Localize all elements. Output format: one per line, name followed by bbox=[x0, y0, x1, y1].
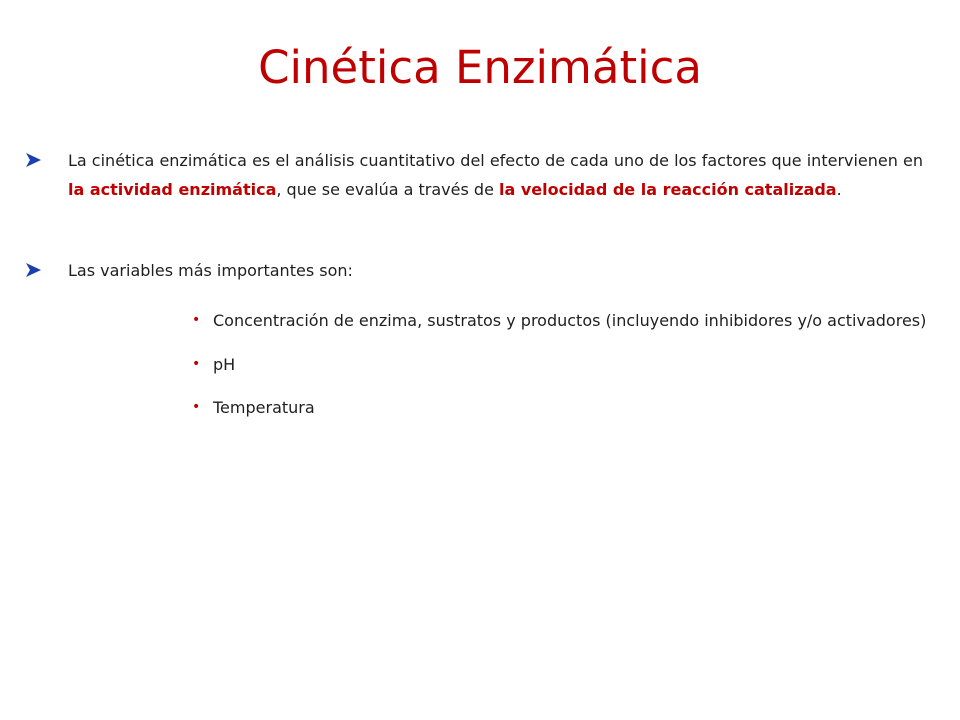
dot-bullet-icon: • bbox=[192, 399, 201, 415]
arrowhead-bullet-icon bbox=[25, 261, 43, 279]
highlight-enzymatic-activity: la actividad enzimática bbox=[68, 180, 277, 199]
list-item-text: Concentración de enzima, sustratos y productos (incluyendo inhibidores y/o activadores) bbox=[213, 311, 927, 330]
dot-bullet-icon: • bbox=[192, 312, 201, 328]
bullet-paragraph-variables: Las variables más importantes son: bbox=[68, 261, 353, 280]
list-item bbox=[188, 393, 930, 422]
list-item-text: pH bbox=[213, 355, 236, 374]
list-item bbox=[188, 350, 930, 379]
bullet-paragraph-definition bbox=[68, 146, 930, 204]
definition-text-part3: . bbox=[836, 180, 842, 199]
list-item bbox=[188, 306, 930, 335]
variables-list bbox=[188, 306, 930, 422]
slide-title: Cinética Enzimática bbox=[258, 41, 702, 94]
list-item-text: Temperatura bbox=[213, 398, 315, 417]
arrowhead-bullet-icon bbox=[25, 151, 43, 169]
dot-bullet-icon: • bbox=[192, 356, 201, 372]
definition-text-part1: La cinética enzimática es el análisis cuantitativo del efecto de cada uno de los factores que intervienen en bbox=[68, 151, 923, 170]
definition-text-part2: , que se evalúa a través de bbox=[276, 180, 499, 199]
highlight-reaction-rate: la velocidad de la reacción catalizada bbox=[499, 180, 837, 199]
